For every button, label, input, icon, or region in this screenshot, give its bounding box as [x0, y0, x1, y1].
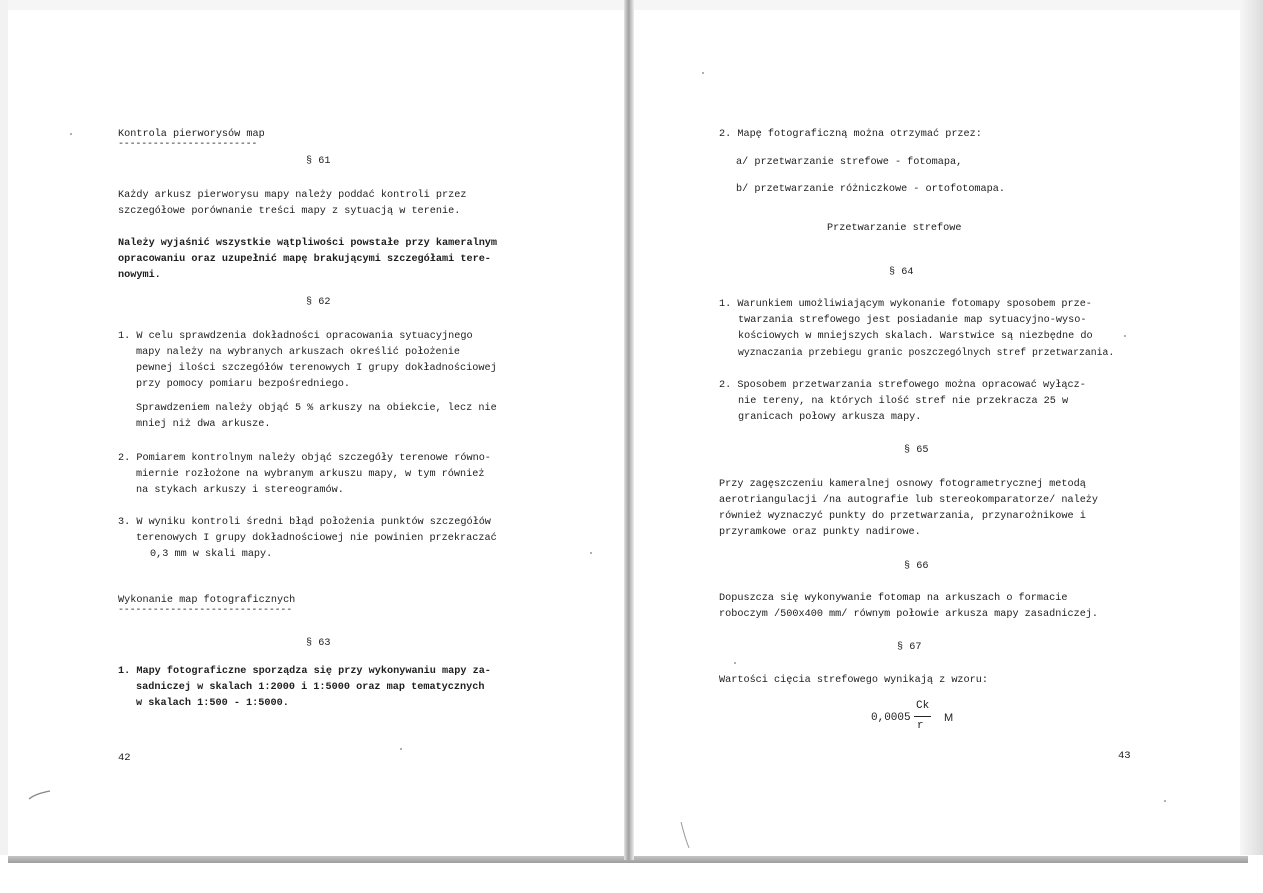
book-gutter	[624, 0, 634, 860]
paragraph-mark-64: § 64	[889, 267, 914, 278]
list-item-line: 1. Warunkiem umożliwiającym wykonanie fotomapy sposobem prze-	[719, 299, 1092, 310]
list-item-line: kościowych w mniejszych skalach. Warstwice są niezbędne do	[738, 331, 1093, 342]
section-heading-wykonanie: Wykonanie map fotograficznych	[118, 595, 296, 606]
text-line: roboczym /500x400 mm/ równym połowie arkusza mapy zasadniczej.	[719, 609, 1099, 620]
scan-speck	[1124, 335, 1126, 337]
page-number: 42	[118, 752, 131, 764]
section-heading-przetwarzanie: Przetwarzanie strefowe	[827, 223, 962, 234]
heading-underline: ------------------------	[118, 141, 258, 149]
scan-speck	[1164, 800, 1166, 802]
list-item-line: pewnej ilości szczegółów terenowych I grupy dokładnościowej	[136, 363, 497, 374]
text-line: Należy wyjaśnić wszystkie wątpliwości powstałe przy kameralnym	[118, 238, 498, 249]
formula	[871, 700, 981, 740]
pen-mark	[28, 790, 52, 800]
paragraph-mark-61: § 61	[306, 156, 331, 167]
list-item-line: 1. W celu sprawdzenia dokładności opracowania sytuacyjnego	[118, 331, 473, 342]
list-item-line: sadniczej w skalach 1:2000 i 1:5000 oraz map tematycznych	[136, 682, 485, 693]
formula-unit: M	[944, 712, 954, 724]
list-item-line: 2. Pomiarem kontrolnym należy objąć szczegóły terenowe równo-	[118, 453, 491, 464]
text-line: nowymi.	[118, 270, 161, 281]
formula-numerator: Ck	[916, 700, 930, 712]
text-line: Przy zagęszczeniu kameralnej osnowy fotogrametrycznej metodą	[719, 479, 1086, 490]
text-line: Dopuszcza się wykonywanie fotomap na arkuszach o formacie	[719, 593, 1068, 604]
text-line: Każdy arkusz pierworysu mapy należy poddać kontroli przez	[118, 190, 467, 201]
list-item-line: 1. Mapy fotograficzne sporządza się przy wykonywaniu mapy za-	[118, 666, 491, 677]
scan-speck	[734, 662, 736, 664]
formula-coefficient: 0,0005	[871, 712, 911, 724]
scan-speck	[400, 748, 402, 750]
list-item-line: a/ przetwarzanie strefowe - fotomapa,	[736, 157, 963, 168]
list-item-line: 2. Mapę fotograficzną można otrzymać przez:	[719, 129, 982, 140]
list-item-line: miernie rozłożone na wybranym arkuszu mapy, w tym również	[136, 469, 485, 480]
list-item-line: 0,3 mm w skali mapy.	[150, 549, 273, 560]
text-line: szczegółowe porównanie treści mapy z sytuacją w terenie.	[118, 206, 461, 217]
text-line: również wyznaczyć punkty do przetwarzania, przynarożnikowe i	[719, 511, 1086, 522]
scan-border-right	[1240, 0, 1263, 893]
list-item-line: wyznaczania przebiegu granic poszczególnych stref przetwarzania.	[738, 347, 1115, 358]
list-item-line: nie tereny, na których ilość stref nie przekracza 25 w	[738, 396, 1069, 407]
scan-speck	[590, 552, 592, 554]
paragraph-mark-63: § 63	[306, 638, 331, 649]
list-item-line: 2. Sposobem przetwarzania strefowego można opracować wyłącz-	[719, 380, 1086, 391]
list-item-line: przy pomocy pomiaru bezpośredniego.	[136, 379, 350, 390]
list-item-line: terenowych I grupy dokładnościowej nie powinien przekraczać	[136, 533, 497, 544]
paragraph-mark-65: § 65	[904, 445, 929, 456]
list-item-line: Sprawdzeniem należy objąć 5 % arkuszy na obiekcie, lecz nie	[136, 403, 497, 414]
pen-mark	[679, 820, 693, 850]
list-item-line: mapy należy na wybranych arkuszach określić położenie	[136, 347, 461, 358]
text-line: przyramkowe oraz punkty nadirowe.	[719, 527, 921, 538]
text-line: opracowaniu oraz uzupełnić mapę brakującymi szczegółami tere-	[118, 254, 491, 265]
list-item-line: twarzania strefowego jest posiadanie map sytuacyjno-wyso-	[738, 315, 1087, 326]
text-line: aerotriangulacji /na autografie lub stereokomparatorze/ należy	[719, 495, 1099, 506]
list-item-line: mniej niż dwa arkusze.	[136, 419, 271, 430]
scan-speck	[702, 72, 704, 74]
fraction-bar	[914, 716, 931, 717]
list-item-line: granicach połowy arkusza mapy.	[738, 412, 922, 423]
page-number: 43	[1118, 750, 1131, 762]
list-item-line: w skalach 1:500 - 1:5000.	[136, 698, 289, 709]
scan-speck	[70, 133, 72, 135]
text-line: Wartości cięcia strefowego wynikają z wzoru:	[719, 675, 988, 686]
formula-denominator: r	[917, 720, 924, 732]
list-item-line: 3. W wyniku kontroli średni błąd położenia punktów szczegółów	[118, 517, 491, 528]
section-heading-kontrola: Kontrola pierworysów map	[118, 129, 265, 140]
paragraph-mark-67: § 67	[897, 642, 922, 653]
heading-underline: ------------------------------	[118, 607, 293, 615]
left-page	[0, 0, 624, 860]
paragraph-mark-62: § 62	[306, 297, 331, 308]
paragraph-mark-66: § 66	[904, 561, 929, 572]
right-page	[634, 0, 1240, 860]
list-item-line: na stykach arkuszy i stereogramów.	[136, 485, 344, 496]
list-item-line: b/ przetwarzanie różniczkowe - ortofotomapa.	[736, 184, 1005, 195]
